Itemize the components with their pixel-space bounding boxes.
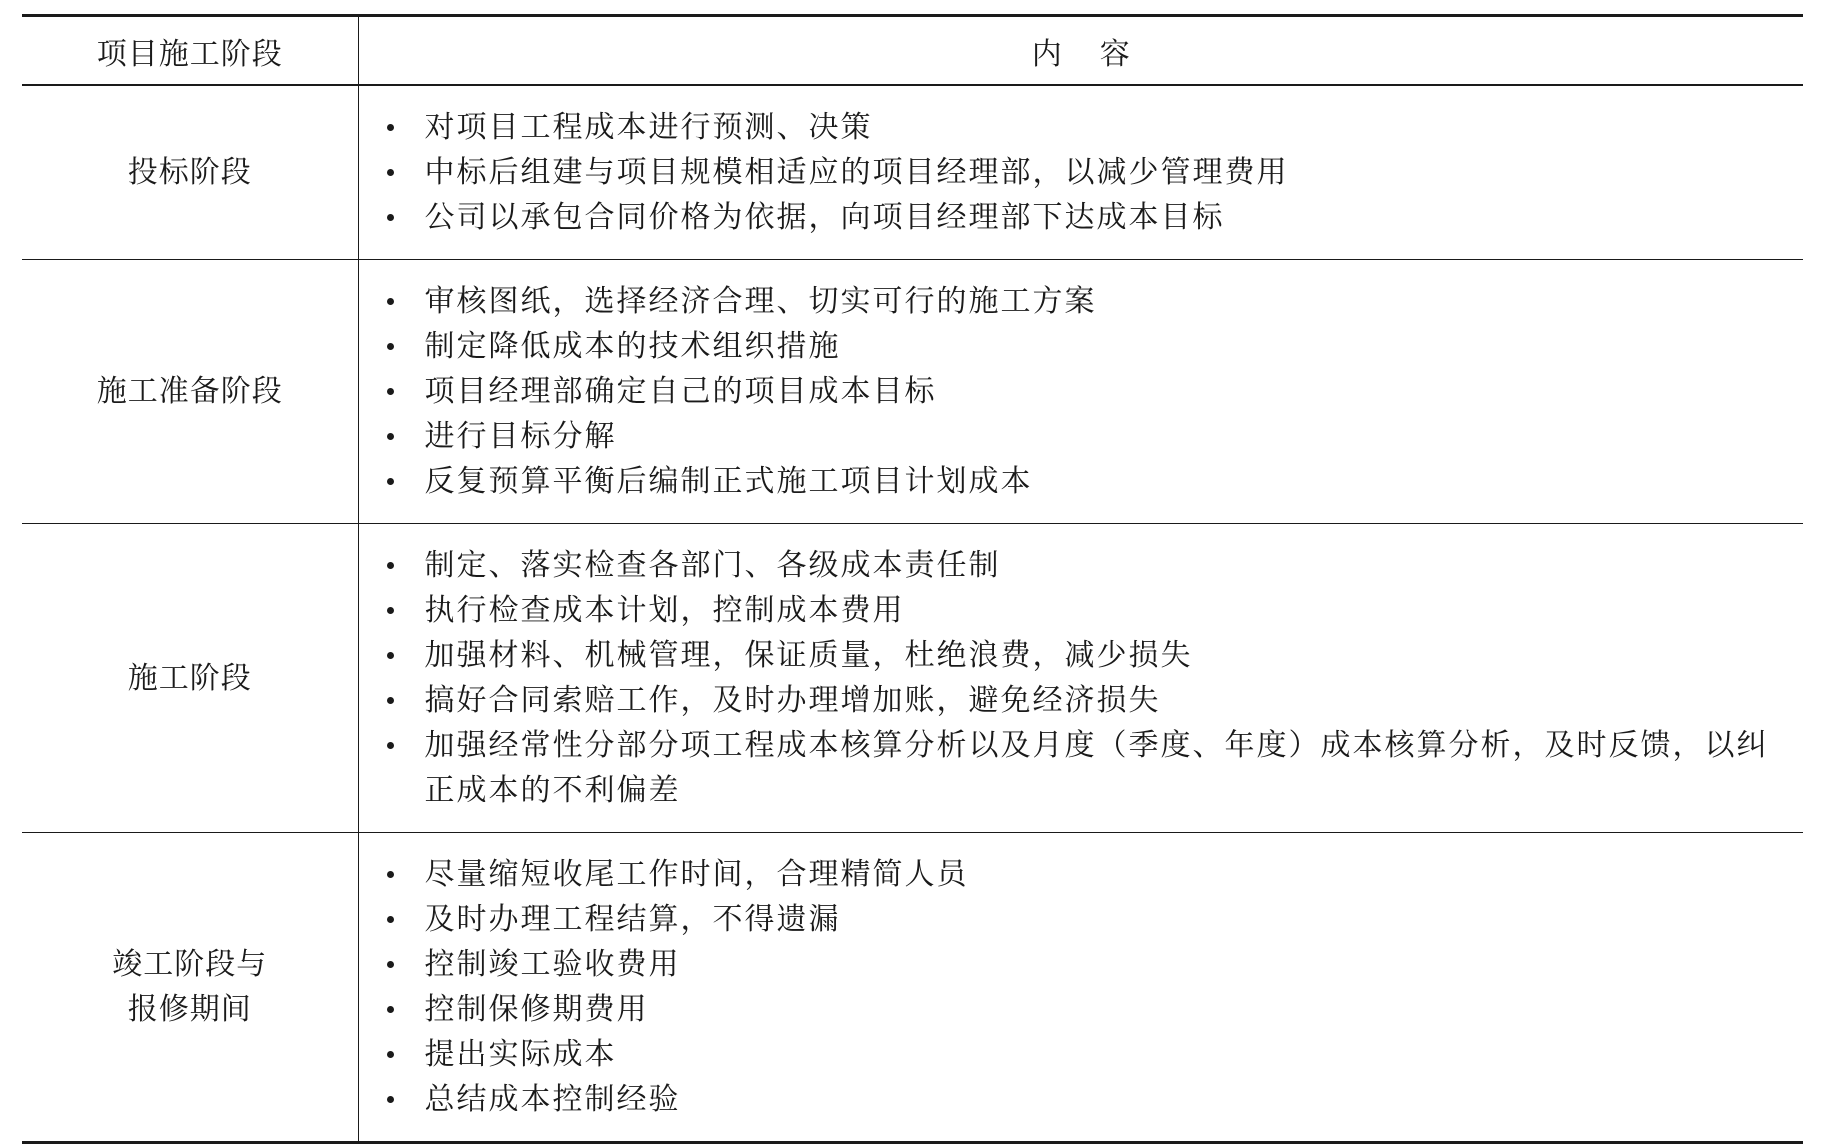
list-item-text: 项目经理部确定自己的项目成本目标 [424, 374, 937, 409]
stage-cell [22, 85, 358, 260]
bullet-icon [387, 124, 394, 131]
bullet-icon [387, 1006, 394, 1013]
list-item [387, 942, 1788, 987]
list-item-text: 公司以承包合同价格为依据，向项目经理部下达成本目标 [424, 200, 1225, 235]
list-item [387, 279, 1788, 324]
list-item [387, 987, 1788, 1032]
stage-cell [22, 260, 358, 524]
list-item-text: 对项目工程成本进行预测、决策 [424, 110, 873, 145]
list-item-text: 中标后组建与项目规模相适应的项目经理部，以减少管理费用 [424, 155, 1289, 190]
bullet-icon [387, 562, 394, 569]
bullet-icon [387, 388, 394, 395]
list-item-text: 控制竣工验收费用 [424, 947, 681, 982]
bullet-icon [387, 478, 394, 485]
list-item-text: 制定、落实检查各部门、各级成本责任制 [424, 548, 1001, 583]
content-list [387, 105, 1788, 240]
content-cell [358, 524, 1803, 833]
table-body [22, 85, 1803, 1143]
list-item-text: 加强经常性分部分项工程成本核算分析以及月度（季度、年度）成本核算分析，及时反馈，以纠正成本的不利偏差 [424, 728, 1769, 808]
list-item [387, 105, 1788, 150]
bullet-icon [387, 433, 394, 440]
bullet-icon [387, 343, 394, 350]
list-item-text: 反复预算平衡后编制正式施工项目计划成本 [424, 464, 1033, 499]
list-item-text: 加强材料、机械管理，保证质量，杜绝浪费，减少损失 [424, 638, 1193, 673]
list-item [387, 588, 1788, 633]
list-item-text: 提出实际成本 [424, 1037, 617, 1072]
list-item [387, 1032, 1788, 1077]
bullet-icon [387, 607, 394, 614]
list-item-text: 执行检查成本计划，控制成本费用 [424, 593, 905, 628]
list-item [387, 195, 1788, 240]
list-item [387, 543, 1788, 588]
bullet-icon [387, 697, 394, 704]
list-item [387, 150, 1788, 195]
stage-label: 竣工阶段与 [112, 947, 268, 982]
bullet-icon [387, 742, 394, 749]
list-item [387, 897, 1788, 942]
list-item-text: 搞好合同索赔工作，及时办理增加账，避免经济损失 [424, 683, 1161, 718]
content-cell [358, 260, 1803, 524]
bullet-icon [387, 214, 394, 221]
list-item [387, 852, 1788, 897]
cost-control-table [22, 14, 1803, 1144]
list-item-text: 及时办理工程结算，不得遗漏 [424, 902, 841, 937]
list-item-text: 进行目标分解 [424, 419, 617, 454]
header-stage: 项目施工阶段 [22, 16, 358, 86]
list-item-text: 控制保修期费用 [424, 992, 649, 1027]
content-cell [358, 833, 1803, 1143]
bullet-icon [387, 916, 394, 923]
table-row [22, 260, 1803, 524]
list-item [387, 459, 1788, 504]
list-item [387, 678, 1788, 723]
stage-cell [22, 833, 358, 1143]
header-content: 内容 [358, 16, 1803, 86]
header-row [22, 16, 1803, 86]
content-list [387, 852, 1788, 1122]
stage-label: 报修期间 [127, 992, 252, 1027]
table-header [22, 16, 1803, 86]
content-list [387, 543, 1788, 813]
content-list [387, 279, 1788, 504]
list-item-text: 尽量缩短收尾工作时间，合理精简人员 [424, 857, 969, 892]
stage-label: 施工阶段 [127, 660, 252, 696]
bullet-icon [387, 298, 394, 305]
table-row [22, 833, 1803, 1143]
bullet-icon [387, 1096, 394, 1103]
content-cell [358, 85, 1803, 260]
list-item-text: 审核图纸，选择经济合理、切实可行的施工方案 [424, 284, 1097, 319]
stage-label: 投标阶段 [127, 155, 252, 190]
stage-cell [22, 524, 358, 833]
list-item-text: 总结成本控制经验 [424, 1082, 681, 1117]
list-item-text: 制定降低成本的技术组织措施 [424, 329, 841, 364]
table-row [22, 524, 1803, 833]
list-item [387, 369, 1788, 414]
bullet-icon [387, 652, 394, 659]
cost-control-table-container [22, 14, 1803, 1144]
list-item [387, 723, 1788, 813]
bullet-icon [387, 1051, 394, 1058]
bullet-icon [387, 169, 394, 176]
list-item [387, 633, 1788, 678]
stage-label: 施工准备阶段 [96, 374, 283, 409]
list-item [387, 324, 1788, 369]
bullet-icon [387, 961, 394, 968]
table-row [22, 85, 1803, 260]
bullet-icon [387, 871, 394, 878]
list-item [387, 414, 1788, 459]
list-item [387, 1077, 1788, 1122]
